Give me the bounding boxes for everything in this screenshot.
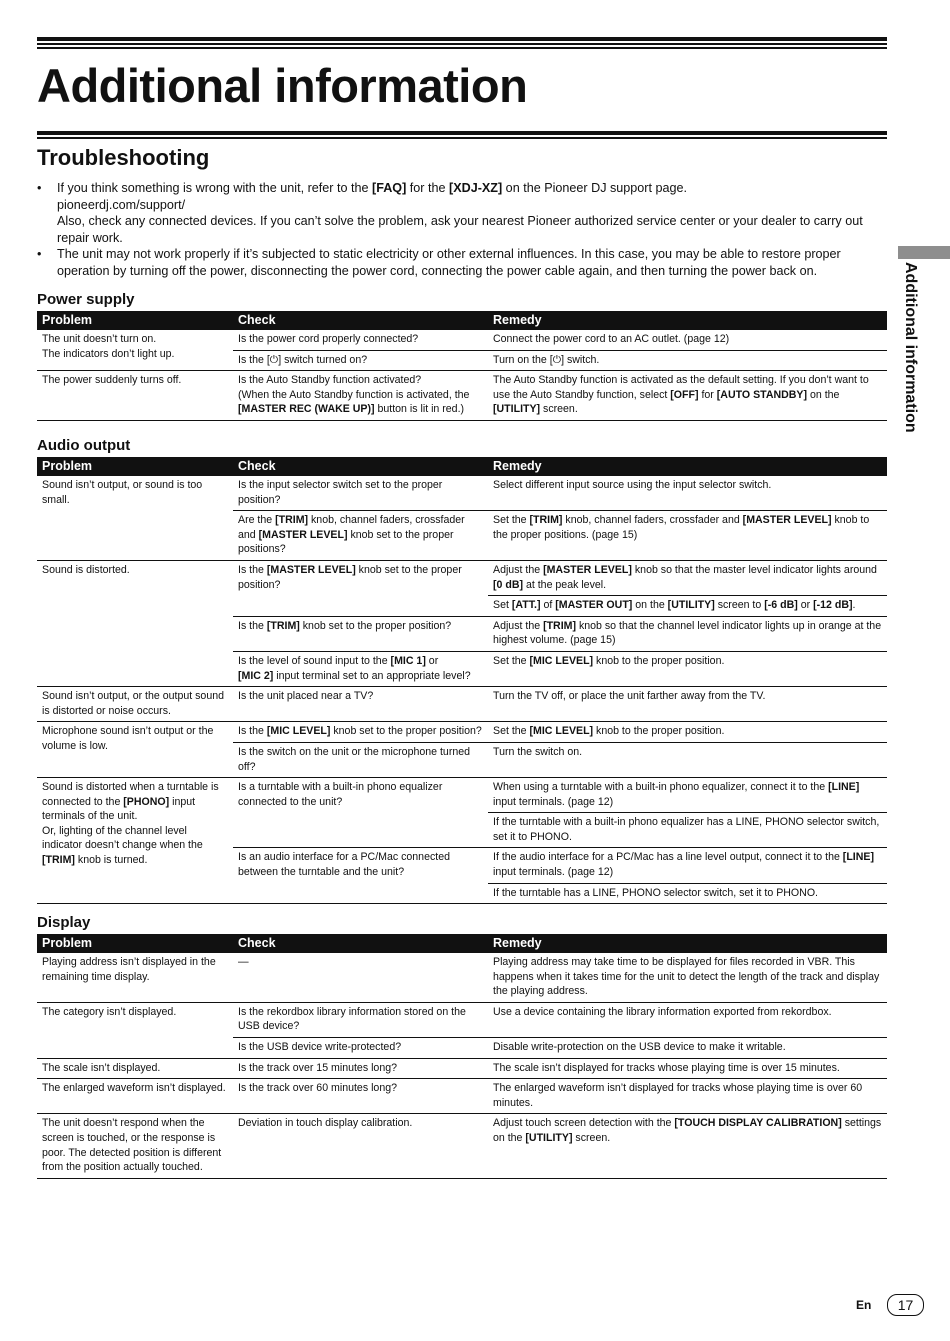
check-cell: Is the unit placed near a TV? — [233, 687, 488, 722]
remedy-cell: If the turntable has a LINE, PHONO selector switch, set it to PHONO. — [488, 883, 887, 904]
display-heading: Display — [37, 914, 91, 931]
check-cell: Is the [TRIM] knob set to the proper position? — [233, 616, 488, 651]
page-number: 17 — [887, 1294, 924, 1316]
header-check: Check — [233, 457, 488, 476]
problem-cell: Sound isn’t output, or sound is too small. — [37, 476, 233, 560]
remedy-cell: Turn on the [⏻] switch. — [488, 350, 887, 371]
header-problem: Problem — [37, 311, 233, 330]
check-cell: Is the input selector switch set to the proper position? — [233, 476, 488, 511]
table-header-row — [37, 934, 887, 953]
side-tab-label: Additional information — [902, 262, 919, 433]
header-problem: Problem — [37, 934, 233, 953]
remedy-cell: If the turntable with a built-in phono equalizer has a LINE, PHONO selector switch, set it to PHONO. — [488, 813, 887, 848]
check-cell: Is the USB device write-protected? — [233, 1037, 488, 1058]
remedy-cell: Connect the power cord to an AC outlet. (page 12) — [488, 330, 887, 350]
check-cell: Deviation in touch display calibration. — [233, 1114, 488, 1178]
intro-bullets — [37, 180, 889, 280]
table-row — [37, 953, 887, 1002]
header-remedy: Remedy — [488, 934, 887, 953]
header-remedy: Remedy — [488, 311, 887, 330]
check-cell: Is the [⏻] switch turned on? — [233, 350, 488, 371]
header-rules — [37, 37, 887, 49]
remedy-cell: Set the [TRIM] knob, channel faders, crossfader and [MASTER LEVEL] knob to the proper positions. (page 15) — [488, 511, 887, 561]
problem-cell: Sound is distorted. — [37, 560, 233, 686]
power-supply-table — [37, 311, 887, 421]
problem-cell: Playing address isn’t displayed in the remaining time display. — [37, 953, 233, 1002]
table-header-row — [37, 311, 887, 330]
problem-cell: The category isn’t displayed. — [37, 1002, 233, 1058]
header-check: Check — [233, 934, 488, 953]
problem-cell: Sound isn’t output, or the output sound is distorted or noise occurs. — [37, 687, 233, 722]
table-row — [37, 778, 887, 813]
remedy-cell: Adjust touch screen detection with the [TOUCH DISPLAY CALIBRATION] settings on the [UTILITY] screen. — [488, 1114, 887, 1178]
title-rules — [37, 131, 887, 139]
remedy-cell: The scale isn’t displayed for tracks whose playing time is over 15 minutes. — [488, 1058, 887, 1079]
check-cell: Is the Auto Standby function activated? (When the Auto Standby function is activated, the [MASTER REC (WAKE UP)] button is lit in red.) — [233, 371, 488, 421]
remedy-cell: Set the [MIC LEVEL] knob to the proper position. — [488, 651, 887, 686]
page-title: Additional information — [37, 59, 528, 112]
table-row — [37, 687, 887, 722]
remedy-cell: Use a device containing the library information exported from rekordbox. — [488, 1002, 887, 1037]
problem-cell: The enlarged waveform isn’t displayed. — [37, 1079, 233, 1114]
header-problem: Problem — [37, 457, 233, 476]
remedy-cell: Set [ATT.] of [MASTER OUT] on the [UTILITY] screen to [-6 dB] or [-12 dB]. — [488, 596, 887, 617]
check-cell: Is a turntable with a built-in phono equalizer connected to the unit? — [233, 778, 488, 848]
remedy-cell: Turn the switch on. — [488, 742, 887, 777]
check-cell: — — [233, 953, 488, 1002]
remedy-cell: Turn the TV off, or place the unit farther away from the TV. — [488, 687, 887, 722]
section-title: Troubleshooting — [37, 145, 210, 170]
problem-cell: Microphone sound isn’t output or the volume is low. — [37, 722, 233, 778]
check-cell: Is the track over 15 minutes long? — [233, 1058, 488, 1079]
support-url[interactable]: pioneerdj.com/support/ — [57, 197, 186, 212]
problem-cell: The unit doesn’t turn on. The indicators don’t light up. — [37, 330, 233, 371]
power-icon: ⏻ — [552, 353, 562, 366]
remedy-cell: Set the [MIC LEVEL] knob to the proper position. — [488, 722, 887, 743]
display-table — [37, 934, 887, 1179]
audio-output-table — [37, 457, 887, 904]
header-check: Check — [233, 311, 488, 330]
check-cell: Is the switch on the unit or the microphone turned off? — [233, 742, 488, 777]
check-cell: Is the [MIC LEVEL] knob set to the proper position? — [233, 722, 488, 743]
power-icon: ⏻ — [269, 353, 279, 366]
remedy-cell: Select different input source using the input selector switch. — [488, 476, 887, 511]
table-header-row — [37, 457, 887, 476]
power-supply-heading: Power supply — [37, 291, 135, 308]
header-remedy: Remedy — [488, 457, 887, 476]
problem-cell: Sound is distorted when a turntable is connected to the [PHONO] input terminals of the unit. Or, lighting of the channel level indicator doesn’t change when the [TRIM] knob is turned. — [37, 778, 233, 904]
check-cell: Is the power cord properly connected? — [233, 330, 488, 350]
table-row — [37, 1079, 887, 1114]
table-row — [37, 722, 887, 743]
problem-cell: The power suddenly turns off. — [37, 371, 233, 421]
check-cell: Are the [TRIM] knob, channel faders, crossfader and [MASTER LEVEL] knob set to the proper positions? — [233, 511, 488, 561]
remedy-cell: Adjust the [TRIM] knob so that the channel level indicator lights up in orange at the highest volume. (page 15) — [488, 616, 887, 651]
footer-language: En — [856, 1298, 872, 1312]
check-cell: Is the [MASTER LEVEL] knob set to the proper position? — [233, 560, 488, 616]
bullet-item: • The unit may not work properly if it’s subjected to static electricity or other external influences. In this case, you may be able to restore proper operation by turning off the power, disconnecting the power cord, connecting the power cable again, and then turning the power back on. — [37, 246, 889, 279]
table-row — [37, 1002, 887, 1037]
table-row — [37, 1058, 887, 1079]
table-row — [37, 330, 887, 350]
table-row — [37, 1114, 887, 1178]
remedy-cell: Adjust the [MASTER LEVEL] knob so that the master level indicator lights around [0 dB] at the peak level. — [488, 560, 887, 595]
remedy-cell: When using a turntable with a built-in phono equalizer, connect it to the [LINE] input terminals. (page 12) — [488, 778, 887, 813]
problem-cell: The unit doesn’t respond when the screen is touched, or the response is poor. The detected position is different from the position actually touched. — [37, 1114, 233, 1178]
remedy-cell: Disable write-protection on the USB device to make it writable. — [488, 1037, 887, 1058]
remedy-cell: The enlarged waveform isn’t displayed for tracks whose playing time is over 60 minutes. — [488, 1079, 887, 1114]
remedy-cell: The Auto Standby function is activated as the default setting. If you don’t want to use the Auto Standby function, select [OFF] for [AUTO STANDBY] on the [UTILITY] screen. — [488, 371, 887, 421]
check-cell: Is the track over 60 minutes long? — [233, 1079, 488, 1114]
check-cell: Is an audio interface for a PC/Mac connected between the turntable and the unit? — [233, 848, 488, 904]
table-row — [37, 371, 887, 421]
remedy-cell: Playing address may take time to be displayed for files recorded in VBR. This happens when it takes time for the unit to detect the length of the track and display the playing address. — [488, 953, 887, 1002]
table-row — [37, 560, 887, 595]
side-tab-marker — [898, 246, 950, 259]
check-cell: Is the rekordbox library information stored on the USB device? — [233, 1002, 488, 1037]
remedy-cell: If the audio interface for a PC/Mac has a line level output, connect it to the [LINE] input terminals. (page 12) — [488, 848, 887, 883]
audio-output-heading: Audio output — [37, 437, 131, 454]
check-cell: Is the level of sound input to the [MIC 1] or [MIC 2] input terminal set to an appropriate level? — [233, 651, 488, 686]
problem-cell: The scale isn’t displayed. — [37, 1058, 233, 1079]
table-row — [37, 476, 887, 511]
bullet-item: • If you think something is wrong with the unit, refer to the [FAQ] for the [XDJ-XZ] on the Pioneer DJ support page. pioneerdj.com/support/ Also, check any connected devices. If you can’t solve the problem, ask your nearest Pioneer authorized service center or your dealer to carry out repair work. — [37, 180, 889, 246]
